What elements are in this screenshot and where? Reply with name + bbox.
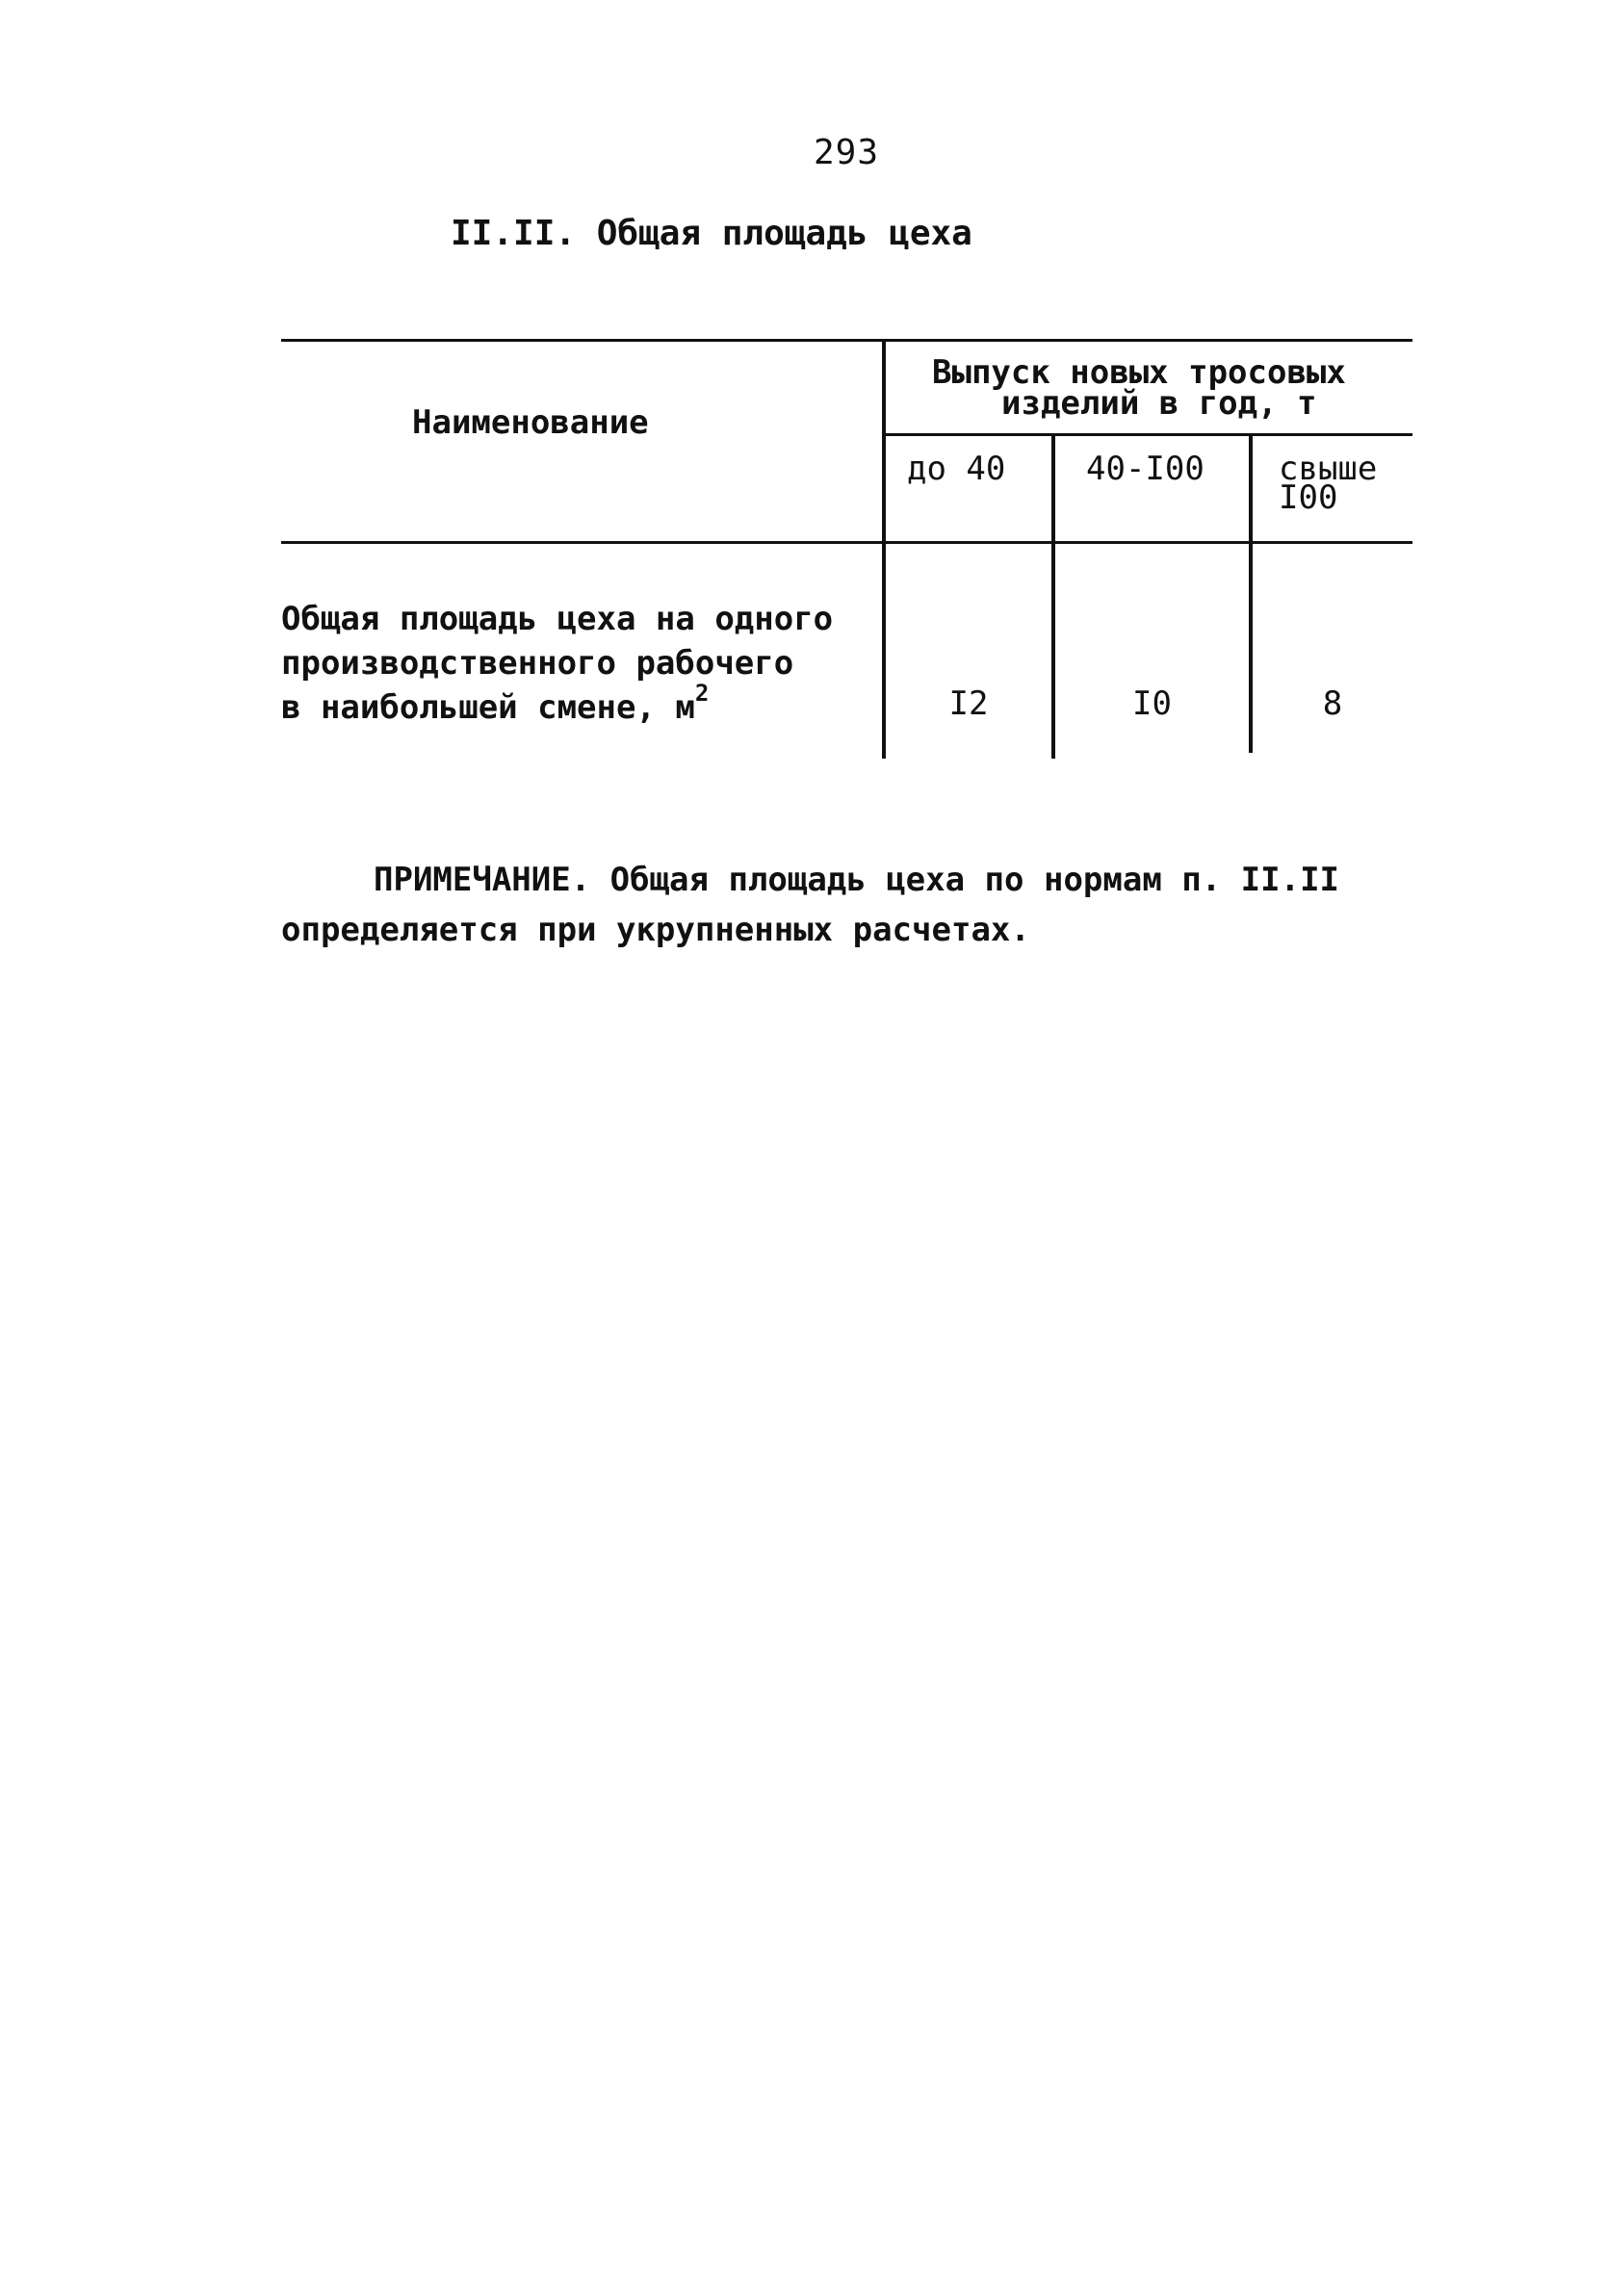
note-line2: определяется при укрупненных расчетах. <box>281 911 1030 949</box>
page-number: 293 <box>814 133 880 172</box>
row-label <box>281 597 833 733</box>
note-line1-text: ПРИМЕЧАНИЕ. Общая площадь цеха по нормам п. II.II <box>374 861 1340 899</box>
row-label-line2: производственного рабочего <box>281 644 794 683</box>
header-col-3-line1: свыше <box>1279 450 1378 488</box>
row-label-line3-text: в наибольшей смене, м <box>281 688 695 727</box>
note-line1 <box>281 855 1339 905</box>
row-value-2: I0 <box>1132 684 1172 723</box>
note <box>281 855 1339 955</box>
header-group-line1: Выпуск новых тросовых <box>932 353 1346 392</box>
header-col-2: 40-I00 <box>1086 450 1204 488</box>
header-col-3-line2: I00 <box>1279 478 1338 517</box>
table-top-rule <box>281 339 1412 342</box>
table-header-bottom-rule <box>281 541 1412 544</box>
header-name: Наименование <box>412 403 649 442</box>
norms-table <box>281 339 1412 759</box>
header-group-line2: изделий в год, т <box>1001 384 1317 423</box>
row-label-line1: Общая площадь цеха на одного <box>281 600 834 638</box>
table-subheader-rule <box>884 433 1412 436</box>
row-label-superscript: 2 <box>694 680 710 707</box>
header-col-1: до 40 <box>907 450 1006 488</box>
row-value-3: 8 <box>1322 684 1343 723</box>
row-label-line3 <box>281 680 833 733</box>
section-title: II.II. Общая площадь цеха <box>451 214 972 253</box>
row-value-1: I2 <box>948 684 989 723</box>
